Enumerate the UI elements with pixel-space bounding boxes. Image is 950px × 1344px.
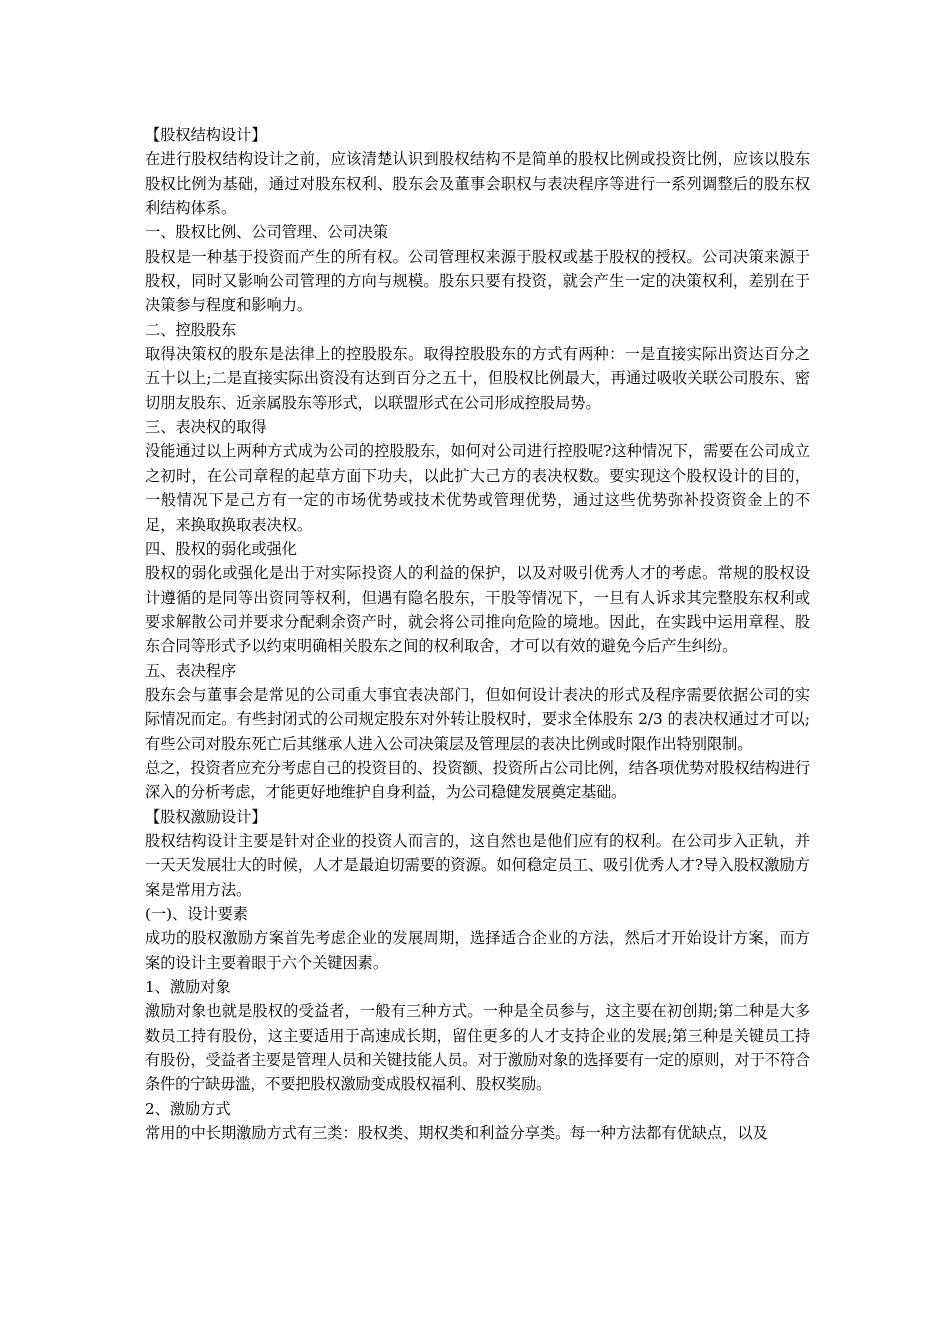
paragraph-voting-rights: 没能通过以上两种方式成为公司的控股股东，如何对公司进行控股呢?这种情况下，需要在公司成立之初时，在公司章程的起草方面下功夫，以此扩大己方的表决权数。要实现这个股权设计的目的，一般情况下是己方有一定的市场优势或技术优势或管理优势，通过这些优势弥补投资资金上的不足，来换取换取表决权。: [145, 442, 810, 534]
paragraph-design-elements: 成功的股权激励方案首先考虑企业的发展周期，选择适合企业的方法，然后才开始设计方案，而方案的设计主要着眼于六个关键因素。: [145, 929, 810, 972]
paragraph-incentive-intro: 股权结构设计主要是针对企业的投资人而言的，这自然也是他们应有的权利。在公司步入正轨，并一天天发展壮大的时候，人才是最迫切需要的资源。如何稳定员工、吸引优秀人才?导入股权激励方案是常用方法。: [145, 831, 810, 899]
paragraph-controlling-shareholder: 取得决策权的股东是法律上的控股股东。取得控股股东的方式有两种：一是直接实际出资达百分之五十以上;二是直接实际出资没有达到百分之五十，但股权比例最大，再通过吸收关联公司股东、密切朋友股东、近亲属股东等形式，以联盟形式在公司形成控股局势。: [145, 345, 810, 412]
heading-3-voting-rights: 三、表决权的取得: [145, 418, 267, 437]
paragraph-incentive-methods: 常用的中长期激励方式有三类：股权类、期权类和利益分享类。每一种方法都有优缺点，以及: [145, 1124, 768, 1143]
heading-incentive-methods: 2、激励方式: [145, 1099, 231, 1118]
paragraph-incentive-targets: 激励对象也就是股权的受益者，一般有三种方式。一种是全员参与，这主要在初创期;第二种是大多数员工持有股份，这主要适用于高速成长期，留住更多的人才支持企业的发展;第三种是关键员工持有股份，受益者主要是管理人员和关键技能人员。对于激励对象的选择要有一定的原则，对于不符合条件的宁缺毋滥，不要把股权激励变成股权福利、股权奖励。: [145, 1002, 810, 1094]
section-heading-equity-structure: 【股权结构设计】: [145, 126, 267, 144]
heading-5-voting-procedure: 五、表决程序: [145, 661, 237, 680]
paragraph-voting-procedure: 股东会与董事会是常见的公司重大事宜表决部门，但如何设计表决的形式及程序需要依据公司的实际情况而定。有些封闭式的公司规定股东对外转让股权时，要求全体股东 2/3 的表决权通过才可以;有些公司对股东死亡后其继承人进入公司决策层及管理层的表决比例或时限作出特别限制。: [145, 685, 810, 753]
heading-2-controlling-shareholder: 二、控股股东: [145, 320, 237, 339]
document-page: [145, 123, 810, 1145]
paragraph-summary: 总之，投资者应充分考虑自己的投资目的、投资额、投资所占公司比例，结各项优势对股权结构进行深入的分析考虑，才能更好地维护自身利益，为公司稳健发展奠定基础。: [145, 758, 810, 802]
heading-incentive-targets: 1、激励对象: [145, 978, 231, 997]
paragraph-intro: 在进行股权结构设计之前，应该清楚认识到股权结构不是简单的股权比例或投资比例，应该以股东股权比例为基础，通过对股东权利、股东会及董事会职权与表决程序等进行一系列调整后的股东权利结构体系。: [145, 150, 810, 218]
heading-4-weaken-strengthen: 四、股权的弱化或强化: [145, 539, 297, 558]
paragraph-weaken-strengthen: 股权的弱化或强化是出于对实际投资人的利益的保护，以及对吸引优秀人才的考虑。常规的股权设计遵循的是同等出资同等权利，但遇有隐名股东，干股等情况下，一旦有人诉求其完整股东权利或要求解散公司并要求分配剩余资产时，就会将公司推向危险的境地。因此，在实践中运用章程、股东合同等形式予以约束明确相关股东之间的权利取舍，才可以有效的避免今后产生纠纷。: [145, 564, 810, 656]
paragraph-ratio-management-decision: 股权是一种基于投资而产生的所有权。公司管理权来源于股权或基于股权的授权。公司决策来源于股权，同时又影响公司管理的方向与规模。股东只要有投资，就会产生一定的决策权利，差别在于决策参与程度和影响力。: [145, 247, 810, 315]
heading-design-elements: (一)、设计要素: [145, 905, 248, 923]
section-heading-equity-incentive: 【股权激励设计】: [145, 807, 267, 826]
heading-1-ratio-management-decision: 一、股权比例、公司管理、公司决策: [145, 223, 388, 242]
